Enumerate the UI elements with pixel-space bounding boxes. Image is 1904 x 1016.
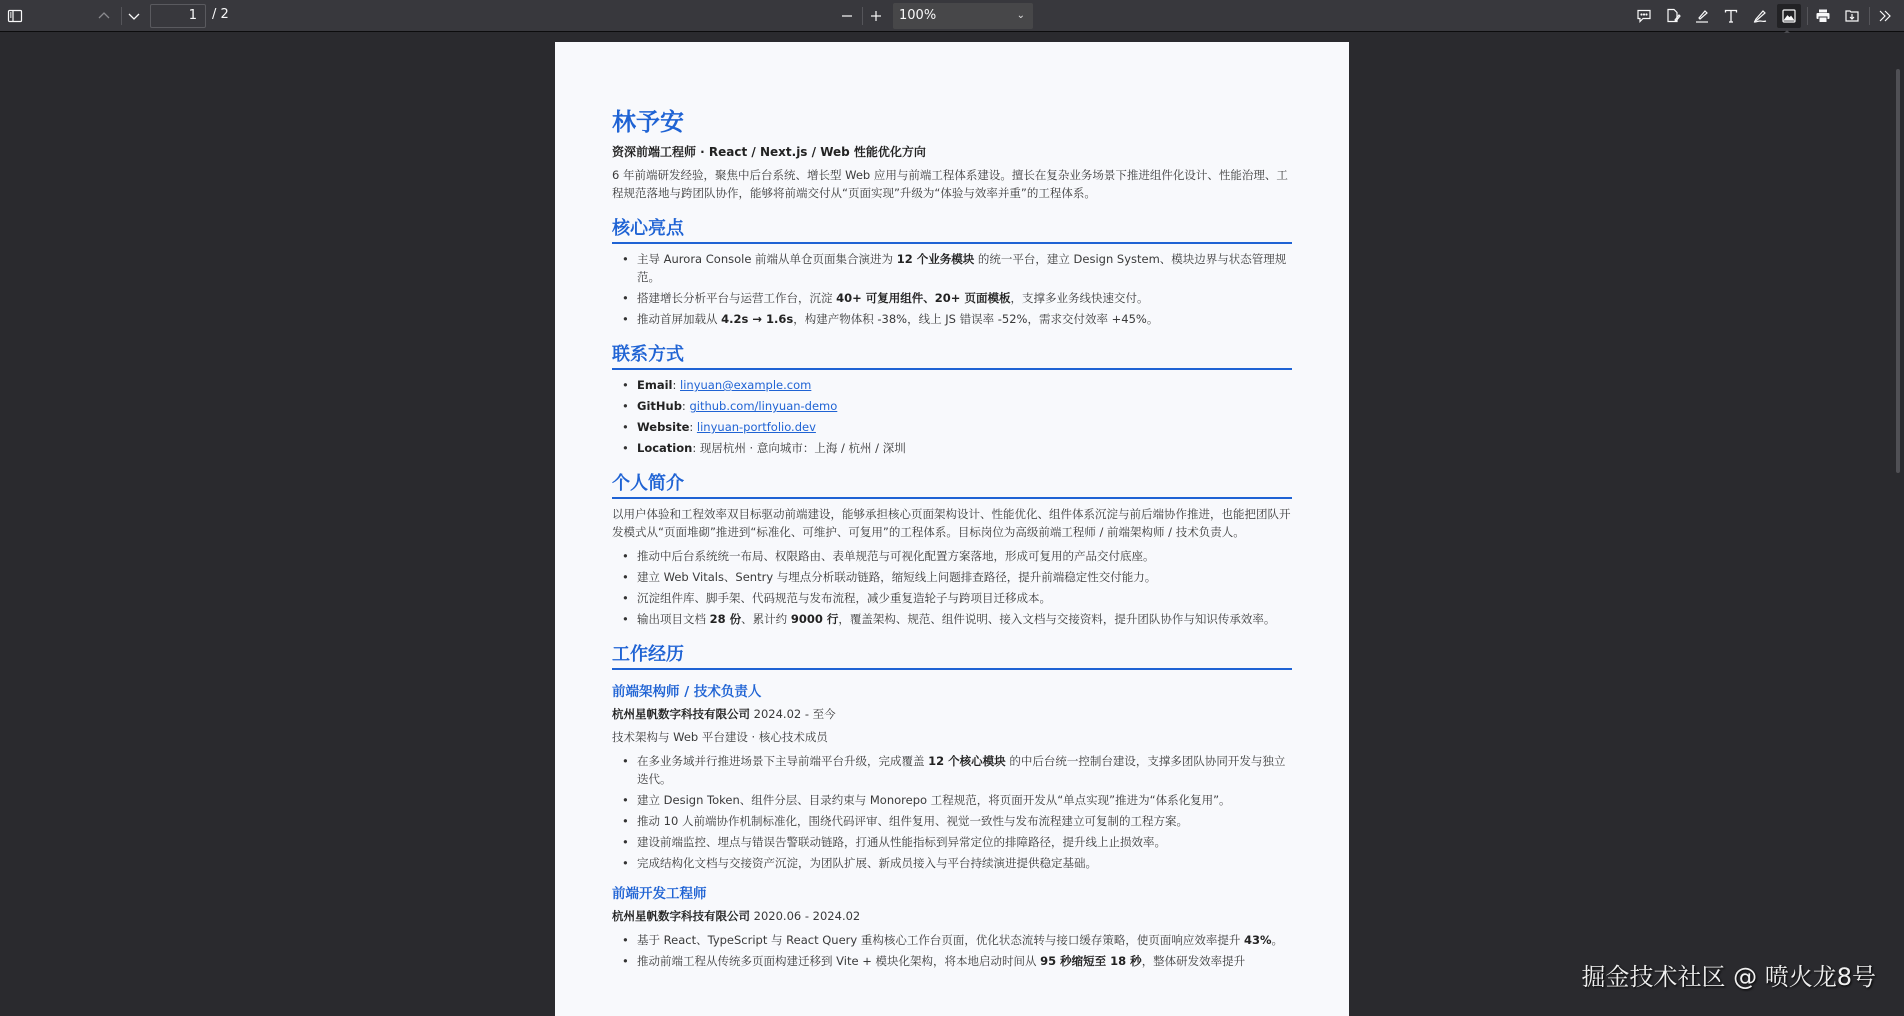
highlight-icon (1694, 8, 1710, 24)
chevron-up-icon (96, 8, 112, 24)
pdf-page (555, 42, 1349, 1016)
next-page-button[interactable] (122, 4, 146, 28)
download-icon (1844, 8, 1860, 24)
contact-website: • Website: linyuan-portfolio.dev (612, 418, 1292, 436)
section-title-contact: 联系方式 (612, 340, 1292, 370)
email-link[interactable]: linyuan@example.com (680, 378, 812, 392)
profile-list (612, 547, 1292, 628)
watermark: 掘金技术社区 @ 喷火龙8号 (1581, 963, 1876, 991)
page-count: / 2 (212, 7, 229, 22)
highlight-button[interactable] (1690, 4, 1714, 28)
list-item: • 建立 Web Vitals、Sentry 与埋点分析联动链路，缩短线上问题排查路径，提升前端稳定性交付能力。 (612, 568, 1292, 586)
resume-name: 林予安 (612, 108, 684, 136)
list-item: • 建设前端监控、埋点与错误告警联动链路，打通从性能指标到异常定位的排障路径，提升线上止损效率。 (612, 833, 1292, 851)
save-button[interactable] (1840, 4, 1864, 28)
list-item: • 搭建增长分析平台与运营工作台，沉淀 40+ 可复用组件、20+ 页面模板，支撑多业务线快速交付。 (612, 289, 1292, 307)
job-items (612, 931, 1292, 970)
contact-github: • GitHub: github.com/linyuan-demo (612, 397, 1292, 415)
list-item: • 沉淀组件库、脚手架、代码规范与发布流程，减少重复造轮子与跨项目迁移成本。 (612, 589, 1292, 607)
resume-summary: 6 年前端研发经验，聚焦中后台系统、增长型 Web 应用与前端工程体系建设。擅长在复杂业务场景下推进组件化设计、性能治理、工程规范落地与跨团队协作，能够将前端交付从“页面实现”升级为“体验与效率并重”的工程体系。 (612, 168, 1288, 200)
signature-icon (1665, 8, 1681, 24)
comment-icon (1636, 8, 1652, 24)
plus-icon (868, 8, 884, 24)
job-role: 前端架构师 / 技术负责人 (612, 684, 762, 700)
section-title-profile: 个人简介 (612, 469, 1292, 499)
list-item: • 在多业务域并行推进场景下主导前端平台升级，完成覆盖 12 个核心模块 的中后台统一控制台建设，支撑多团队协同开发与独立迭代。 (612, 752, 1292, 788)
text-icon (1723, 8, 1739, 24)
contact-location: • Location: 现居杭州 · 意向城市：上海 / 杭州 / 深圳 (612, 439, 1292, 457)
vertical-scrollbar[interactable] (1896, 69, 1900, 473)
zoom-in-button[interactable] (864, 4, 888, 28)
chevron-down-icon (126, 8, 142, 24)
list-item: • 推动前端工程从传统多页面构建迁移到 Vite + 模块化架构，将本地启动时间从 95 秒缩短至 18 秒，整体研发效率提升 (612, 952, 1292, 970)
chevron-down-icon: ⌄ (1016, 10, 1025, 21)
more-tools-button[interactable] (1873, 4, 1897, 28)
list-item: • 推动 10 人前端协作机制标准化，围绕代码评审、组件复用、视觉一致性与发布流程建立可复制的工程方案。 (612, 812, 1292, 830)
list-item: • 推动中后台系统统一布局、权限路由、表单规范与可视化配置方案落地，形成可复用的产品交付底座。 (612, 547, 1292, 565)
contact-email: • Email: linyuan@example.com (612, 376, 1292, 394)
list-item: • 建立 Design Token、组件分层、目录约束与 Monorepo 工程规范，将页面开发从“单点实现”推进为“体系化复用”。 (612, 791, 1292, 809)
draw-icon (1752, 8, 1768, 24)
profile-text: 以用户体验和工程效率双目标驱动前端建设，能够承担核心页面架构设计、性能优化、组件体系沉淀与前后端协作推进，也能把团队开发模式从“页面堆砌”推进到“标准化、可维护、可复用”的工程体系。目标岗位为高级前端工程师 / 前端架构师 / 技术负责人。 (612, 507, 1291, 539)
zoom-select[interactable] (893, 3, 1033, 29)
page-number-input[interactable]: 1 (150, 4, 206, 28)
text-button[interactable] (1719, 4, 1743, 28)
resume-subtitle: 资深前端工程师 · React / Next.js / Web 性能优化方向 (612, 145, 926, 159)
print-icon (1815, 8, 1831, 24)
contact-list (612, 376, 1292, 457)
zoom-value: 100% (899, 8, 937, 23)
comment-button[interactable] (1632, 4, 1656, 28)
signature-button[interactable] (1661, 4, 1685, 28)
section-title-experience: 工作经历 (612, 640, 1292, 670)
add-image-button[interactable] (1777, 4, 1801, 28)
job-items (612, 752, 1292, 872)
list-item: • 完成结构化文档与交接资产沉淀，为团队扩展、新成员接入与平台持续演进提供稳定基础。 (612, 854, 1292, 872)
github-link[interactable]: github.com/linyuan-demo (689, 399, 838, 413)
job-company-period: 杭州星帆数字科技有限公司 2020.06 - 2024.02 (612, 909, 861, 923)
print-button[interactable] (1811, 4, 1835, 28)
job-role: 前端开发工程师 (612, 886, 707, 902)
pdf-toolbar (0, 0, 1904, 32)
sidebar-toggle-button[interactable] (3, 4, 27, 28)
double-chevron-right-icon (1877, 8, 1893, 24)
image-icon (1781, 8, 1797, 24)
document-viewer[interactable] (0, 33, 1904, 1016)
job-company-period: 杭州星帆数字科技有限公司 2024.02 - 至今 (612, 707, 836, 721)
zoom-out-button[interactable] (835, 4, 859, 28)
minus-icon (839, 8, 855, 24)
website-link[interactable]: linyuan-portfolio.dev (696, 420, 816, 434)
previous-page-button[interactable] (92, 4, 116, 28)
list-item: • 推动首屏加载从 4.2s → 1.6s，构建产物体积 -38%，线上 JS 错误率 -52%，需求交付效率 +45%。 (612, 310, 1292, 328)
draw-button[interactable] (1748, 4, 1772, 28)
job-tagline: 技术架构与 Web 平台建设 · 核心技术成员 (612, 730, 828, 744)
sidebar-toggle-icon (7, 8, 23, 24)
highlights-list (612, 250, 1292, 328)
section-title-highlights: 核心亮点 (612, 214, 1292, 244)
list-item: • 基于 React、TypeScript 与 React Query 重构核心工作台页面，优化状态流转与接口缓存策略，使页面响应效率提升 43%。 (612, 931, 1292, 949)
list-item: • 输出项目文档 28 份、累计约 9000 行，覆盖架构、规范、组件说明、接入文档与交接资料，提升团队协作与知识传承效率。 (612, 610, 1292, 628)
list-item: • 主导 Aurora Console 前端从单仓页面集合演进为 12 个业务模块 的统一平台，建立 Design System、模块边界与状态管理规范。 (612, 250, 1292, 286)
